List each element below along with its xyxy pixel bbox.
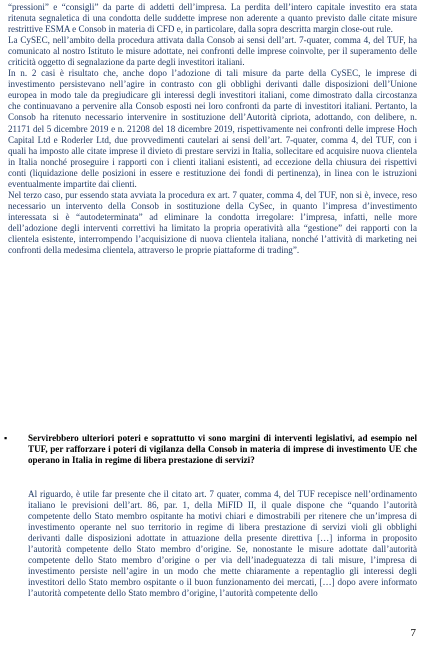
page-number: 7 xyxy=(410,627,416,639)
bullet-icon: ▪ xyxy=(4,433,8,443)
paragraph: In n. 2 casi è risultato che, anche dopo l’adozione di tali misure da parte della CySEC, le imprese di investimento persistevano nell’agire in contrasto con gli obblighi derivanti dalle disposizioni dell’Unione europea in modo tale da pregiudicare gli interessi degli investitori italiani, come dimostrato dalla circostanza che continuavano a pervenire alla Consob esposti nei loro confronti da parte di investitori italiani. Pertanto, la Consob ha ritenuto necessario intervenire in sostituzione dell’Autorità cipriota, adottando, con delibere, n. 21171 del 5 dicembre 2019 e n. 21208 del 18 dicembre 2019, rispettivamente nei confronti delle imprese Hoch Capital Ltd e Roderler Ltd, due provvedimenti cautelari ai sensi dell’art. 7-quater, comma 4, del TUF, con i quali ha imposto alle citate imprese il divieto di prestare servizi in Italia, sollecitare ed acquisire nuova clientela in Italia nonché proseguire i rapporti con i clienti italiani esistenti, ad eccezione della chiusura dei rispettivi conti (liquidazione delle posizioni in essere e restituzione dei fondi di pertinenza), in linea con le istruzioni eventualmente impartite dai clienti. xyxy=(8,68,417,189)
paragraph: La CySEC, nell’ambito della procedura attivata dalla Consob ai sensi dell’art. 7-quater, comma 4, del TUF, ha comunicato al nostro Istituto le misure adottate, nei confronti delle imprese coinvolte, per il superamento delle criticità oggetto di segnalazione da parte degli investitori italiani. xyxy=(8,35,417,68)
paragraph: Nel terzo caso, pur essendo stata avviata la procedura ex art. 7 quater, comma 4, del TUF, non si è, invece, reso necessario un intervento della Consob in sostituzione della CySec, in quanto l’impresa d’investimento interessata si è “autodeterminata” ad eliminare la condotta irregolare: l’impresa, infatti, nelle more dell’adozione degli interventi correttivi ha limitato la propria operatività alla “gestione” dei rapporti con la clientela esistente, interrompendo l’acquisizione di nuova clientela italiana, nonché l’attività di marketing nei confronti della medesima clientela, attraverso le proprie piattaforme di trading”. xyxy=(8,189,417,256)
question-item xyxy=(2,433,417,466)
answer-text: Al riguardo, è utile far presente che il citato art. 7 quater, comma 4, del TUF recepisce nell’ordinamento italiano le previsioni dell’art. 86, par. 1, della MiFID II, il quale dispone che “quando l’autorità competente dello Stato membro ospitante ha motivi chiari e dimostrabili per ritenere che un’impresa di investimento operante nel suo territorio in regime di libera prestazione di servizi violi gli obblighi derivanti dalle disposizioni adottate in attuazione della presente direttiva […] informa in proposito l’autorità competente dello Stato membro d’origine. Se, nonostante le misure adottate dall’autorità competente dello Stato membro d’origine o per via dell’inadeguatezza di tali misure, l’impresa di investimento persiste nell’agire in un modo che mette chiaramente a repentaglio gli interessi degli investitori dello Stato membro ospitante o il buon funzionamento dei mercati, […] dopo avere informato l’autorità competente dello Stato membro d’origine, l’autorità competente dello xyxy=(28,489,417,599)
paragraph: “pressioni” e “consigli” da parte di addetti dell’impresa. La perdita dell’intero capitale investito era stata ritenuta segnaletica di una condotta delle suddette imprese non aderente a quanto previsto dalle citate misure restrittive ESMA e Consob in materia di CFD e, in particolare, dalla sopra descritta margin close-out rule. xyxy=(8,2,417,35)
question-text: Servirebbero ulteriori poteri e soprattutto vi sono margini di interventi legislativi, ad esempio nel TUF, per rafforzare i poteri di vigilanza della Consob in materia di imprese di investimento UE che operano in Italia in regime di libera prestazione di servizi? xyxy=(28,433,417,466)
body-text xyxy=(8,2,417,256)
